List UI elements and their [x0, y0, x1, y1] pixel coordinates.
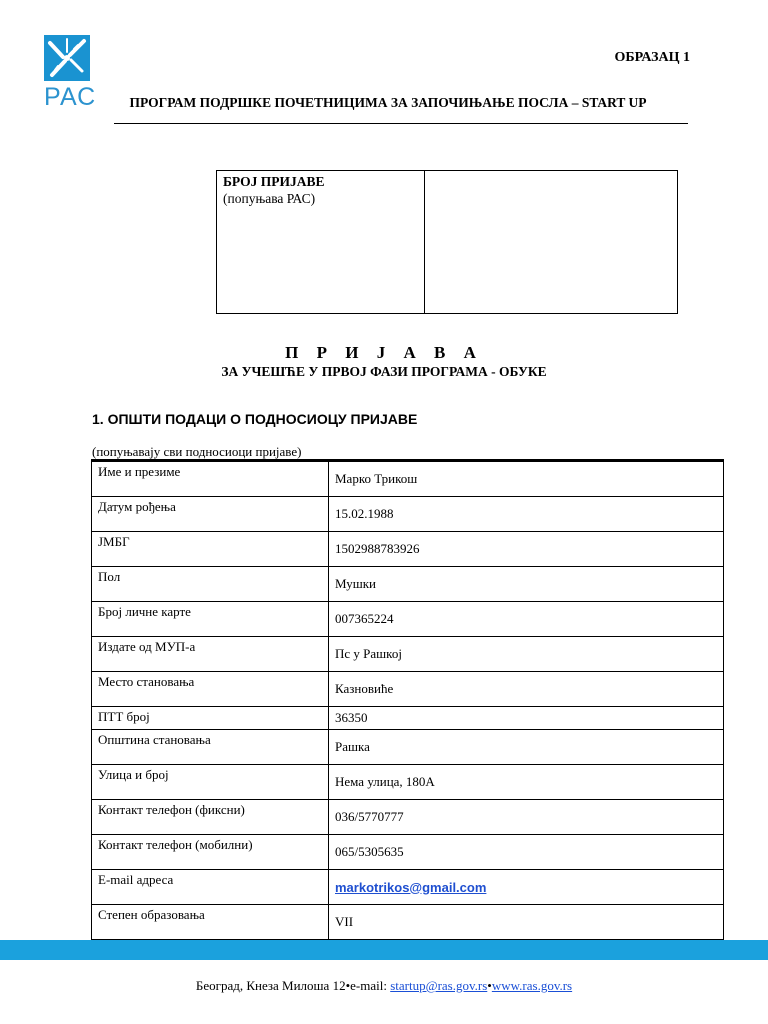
field-value[interactable]: Нема улица, 180А	[335, 774, 435, 789]
table-row	[92, 497, 723, 532]
table-row	[92, 637, 723, 672]
field-label: ЈМБГ	[92, 532, 329, 566]
registration-value-cell[interactable]	[425, 171, 677, 313]
field-label: Степен образовања	[92, 905, 329, 939]
registration-label-cell	[217, 171, 425, 313]
field-label: Контакт телефон (мобилни)	[92, 835, 329, 869]
program-title: ПРОГРАМ ПОДРШКЕ ПОЧЕТНИЦИМА ЗА ЗАПОЧИЊАЊЕ ПОСЛА – START UP	[129, 95, 647, 110]
field-label: Датум рођења	[92, 497, 329, 531]
field-value[interactable]: Казновиће	[335, 681, 394, 696]
table-row	[92, 835, 723, 870]
field-value[interactable]: 36350	[335, 710, 368, 725]
ras-logo	[44, 35, 97, 111]
field-label: Улица и број	[92, 765, 329, 799]
field-label: Место становања	[92, 672, 329, 706]
table-row	[92, 730, 723, 765]
footer	[0, 978, 768, 994]
footer-email-label: e-mail:	[350, 978, 391, 993]
field-label: Општина становања	[92, 730, 329, 764]
table-row	[92, 532, 723, 567]
applicant-data-table	[91, 459, 724, 940]
registration-number-box	[216, 170, 678, 314]
field-value[interactable]: VII	[335, 914, 354, 929]
footer-email-link[interactable]: startup@ras.gov.rs	[390, 978, 488, 993]
field-label: Име и презиме	[92, 462, 329, 496]
field-label: Пол	[92, 567, 329, 601]
ras-logo-mark	[44, 35, 90, 81]
field-value[interactable]: 1502988783926	[335, 541, 420, 556]
form-number: ОБРАЗАЦ 1	[614, 50, 690, 65]
section-1-heading: 1. ОПШТИ ПОДАЦИ О ПОДНОСИОЦУ ПРИЈАВЕ	[92, 411, 418, 427]
section-1-note: (попуњавају сви подносиоци пријаве)	[92, 444, 302, 459]
footer-separator: •	[487, 978, 492, 993]
footer-separator: •	[345, 978, 351, 993]
field-label: Издате од МУП-а	[92, 637, 329, 671]
table-row	[92, 870, 723, 905]
field-value[interactable]: 007365224	[335, 611, 394, 626]
logo-text: РАС	[44, 83, 97, 111]
field-value[interactable]: Марко Трикош	[335, 471, 418, 486]
footer-website-link[interactable]: www.ras.gov.rs	[491, 978, 573, 993]
field-label: Број личне карте	[92, 602, 329, 636]
field-value[interactable]: 036/5770777	[335, 809, 404, 824]
field-value[interactable]: 065/5305635	[335, 844, 404, 859]
field-value[interactable]: 15.02.1988	[335, 506, 394, 521]
table-row	[92, 462, 723, 497]
registration-note: (попуњава РАС)	[223, 191, 316, 206]
document-subtitle: ЗА УЧЕШЋЕ У ПРВОЈ ФАЗИ ПРОГРАМА - ОБУКЕ	[221, 364, 547, 379]
field-label: ПТТ број	[92, 707, 329, 729]
footer-band	[0, 940, 768, 960]
table-row	[92, 800, 723, 835]
field-value[interactable]: Мушки	[335, 576, 377, 591]
footer-address: Београд, Кнеза Милоша 12	[195, 978, 346, 993]
table-row	[92, 905, 723, 939]
header-divider	[114, 123, 688, 124]
table-row	[92, 765, 723, 800]
document-title: П Р И Ј А В А	[285, 343, 483, 362]
field-label: E-mail адреса	[92, 870, 329, 904]
field-value[interactable]: Пс у Рашкој	[335, 646, 402, 661]
table-row	[92, 567, 723, 602]
field-label: Контакт телефон (фиксни)	[92, 800, 329, 834]
starburst-icon	[44, 35, 90, 81]
field-value[interactable]: Рашка	[335, 739, 370, 754]
table-row	[92, 707, 723, 730]
table-row	[92, 672, 723, 707]
registration-label: БРОЈ ПРИЈАВЕ	[223, 174, 325, 189]
email-link[interactable]: markotrikos@gmail.com	[335, 879, 487, 895]
table-row	[92, 602, 723, 637]
